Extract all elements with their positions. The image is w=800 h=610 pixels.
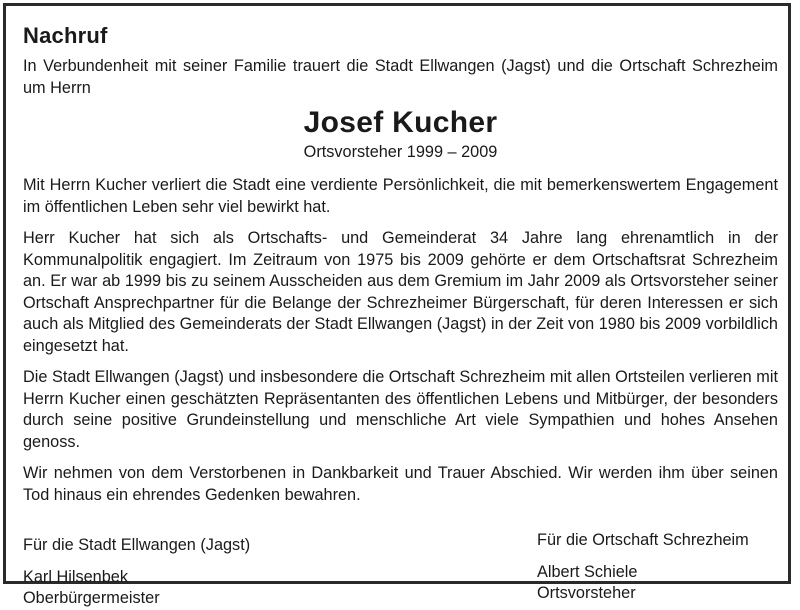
signature-left-org: Für die Stadt Ellwangen (Jagst)	[23, 536, 251, 554]
signature-left-name: Karl Hilsenbek	[23, 567, 128, 586]
paragraph-3: Die Stadt Ellwangen (Jagst) und insbesondere die Ortschaft Schrezheim mit allen Ortsteilen verlieren mit Herrn Kucher einen geschätzten Repräsentanten des öffentlichen Lebens und Mitbürger, der besonders durch seine positive Grundeinstellung und menschliche Art viele Sympathien und hohes Ansehen genoss.	[23, 368, 778, 451]
signature-left-title: Oberbürgermeister	[23, 589, 160, 607]
obituary-notice	[23, 22, 778, 610]
paragraph-4: Wir nehmen von dem Verstorbenen in Dankbarkeit und Trauer Abschied. Wir werden ihm über seinen Tod hinaus ein ehrendes Gedenken bewahren.	[23, 464, 778, 504]
intro-text: In Verbundenheit mit seiner Familie trauert die Stadt Ellwangen (Jagst) und die Ortschaft Schrezheim um Herrn	[23, 57, 778, 97]
signature-right	[537, 530, 749, 605]
notice-heading: Nachruf	[23, 23, 108, 48]
signature-right-title: Ortsvorsteher	[537, 584, 636, 602]
deceased-role: Ortsvorsteher 1999 – 2009	[303, 143, 498, 161]
paragraph-1: Mit Herrn Kucher verliert die Stadt eine verdiente Persönlichkeit, die mit bemerkenswertem Engagement im öffentlichen Leben sehr viel bewirkt hat.	[23, 176, 778, 216]
signature-block	[23, 530, 778, 610]
signature-right-name: Albert Schiele	[537, 562, 638, 581]
signature-left	[23, 535, 250, 610]
deceased-name: Josef Kucher	[303, 106, 498, 139]
signature-right-org: Für die Ortschaft Schrezheim	[537, 531, 749, 549]
paragraph-2: Herr Kucher hat sich als Ortschafts- und Gemeinderat 34 Jahre lang ehrenamtlich in der Kommunalpolitik engagiert. Im Zeitraum von 1975 bis 2009 gehörte er dem Ortschaftsrat Schrezheim an. Er war ab 1999 bis zu seinem Ausscheiden aus dem Gremium im Jahr 2009 als Ortsvorsteher seiner Ortschaft Ansprechpartner für die Belange der Schrezheimer Bürgerschaft, für deren Interessen er sich auch als Mitglied des Gemeinderats der Stadt Ellwangen (Jagst) in der Zeit von 1980 bis 2009 vorbildlich eingesetzt hat.	[23, 229, 778, 355]
